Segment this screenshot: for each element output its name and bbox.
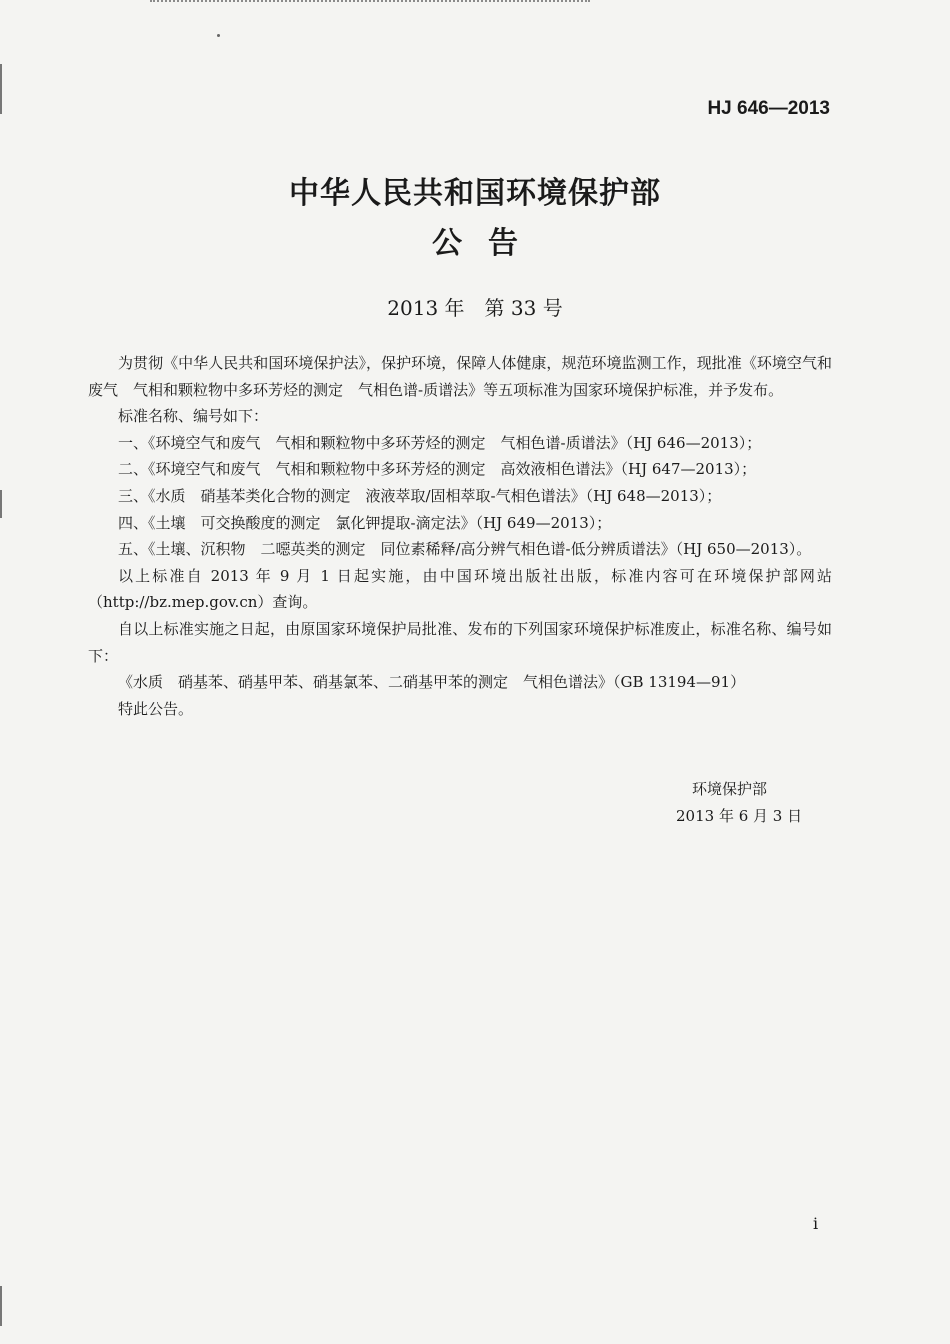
intro-paragraph: 为贯彻《中华人民共和国环境保护法》，保护环境，保障人体健康，规范环境监测工作，现批准《环境空气和废气 气相和颗粒物中多环芳烃的测定 气相色谱-质谱法》等五项标准为国家环境保护标准，并予发布。: [88, 354, 832, 399]
document-type-title: 公告: [432, 226, 544, 261]
standard-item: 四、《土壤 可交换酸度的测定 氯化钾提取-滴定法》（HJ 649—2013）；: [118, 513, 612, 532]
list-heading: 标准名称、编号如下：: [118, 407, 269, 426]
standard-item: 三、《水质 硝基苯类化合物的测定 液液萃取/固相萃取-气相色谱法》（HJ 648—2013）；: [118, 486, 722, 505]
scan-artifact-edge-mark: [0, 1286, 2, 1326]
signature-date: 2013 年 6 月 3 日: [676, 806, 803, 825]
signature-issuer: 环境保护部: [692, 780, 768, 798]
issuing-organization-title: 中华人民共和国环境保护部: [289, 176, 661, 211]
standard-item: 一、《环境空气和废气 气相和颗粒物中多环芳烃的测定 气相色谱-质谱法》（HJ 646—2013）；: [118, 433, 762, 452]
standard-item: 五、《土壤、沉积物 二噁英类的测定 同位素稀释/高分辨气相色谱-低分辨质谱法》（HJ 650—2013）。: [118, 540, 812, 559]
abolition-paragraph: 自以上标准实施之日起，由原国家环境保护局批准、发布的下列国家环境保护标准废止，标准名称、编号如下：: [88, 619, 832, 665]
scan-artifact-top-border: [150, 0, 590, 4]
scan-artifact-dot: [217, 34, 220, 37]
announcement-body: [88, 350, 832, 722]
issue-number: 2013 年 第 33 号: [387, 296, 563, 320]
standard-code: HJ 646—2013: [707, 98, 830, 119]
signature-block: [676, 776, 802, 829]
page-number: i: [813, 1214, 819, 1233]
abolished-standard: 《水质 硝基苯、硝基甲苯、硝基氯苯、二硝基甲苯的测定 气相色谱法》（GB 13194—91）: [118, 673, 746, 692]
scan-artifact-edge-mark: [0, 490, 2, 518]
implementation-paragraph: 以上标准自 2013 年 9 月 1 日起实施，由中国环境出版社出版，标准内容可在环境保护部网站（http://bz.mep.gov.cn）查询。: [88, 566, 832, 612]
standard-item: 二、《环境空气和废气 气相和颗粒物中多环芳烃的测定 高效液相色谱法》（HJ 647—2013）；: [118, 460, 757, 479]
closing-line: 特此公告。: [118, 699, 194, 718]
scan-artifact-edge-mark: [0, 64, 2, 114]
